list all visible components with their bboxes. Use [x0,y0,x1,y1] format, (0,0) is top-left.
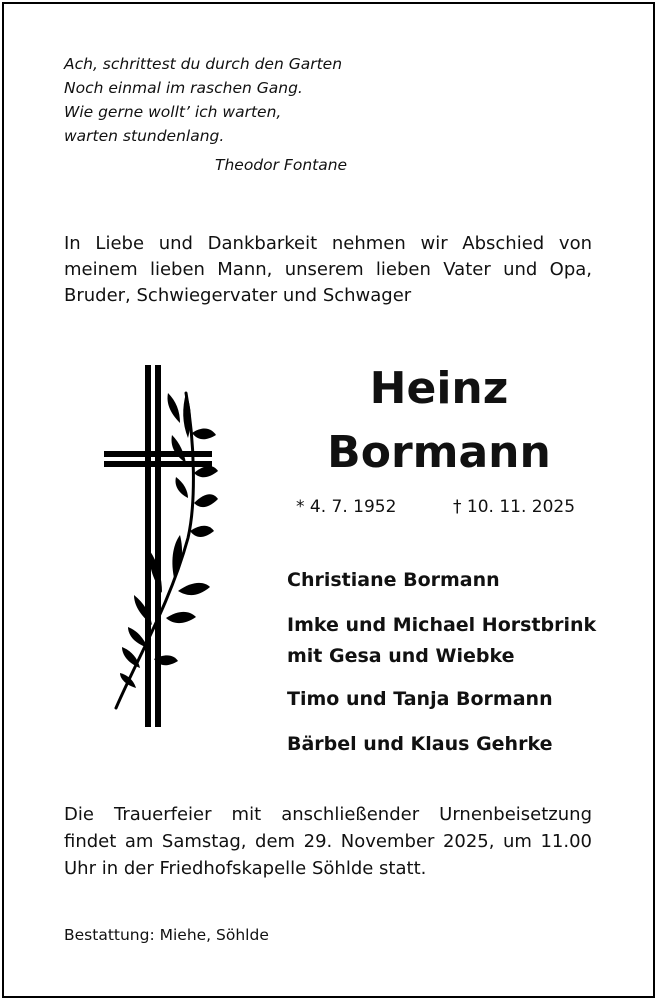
mourner-line: Christiane Bormann [287,569,500,591]
intro-text: In Liebe und Dankbarkeit nehmen wir Abschied von meinem lieben Mann, unserem lieben Vater und Opa, Bruder, Schwiegervater und Schwager [64,233,592,306]
mourner-line: Imke und Michael Horstbrink [287,614,597,636]
poem [64,52,342,148]
poem-line: warten stundenlang. [64,127,225,145]
mourner-line: Timo und Tanja Bormann [287,688,553,710]
funeral-home: Bestattung: Miehe, Söhlde [64,926,269,944]
death-date: † 10. 11. 2025 [453,497,576,517]
poem-line: Noch einmal im raschen Gang. [64,79,303,97]
deceased-last-name: Bormann [327,427,551,478]
ceremony-text: Die Trauerfeier mit anschließender Urnenbeisetzung findet am Samstag, dem 29. November 2025, um 11.00 Uhr in der Friedhofskapelle Söhlde statt. [64,804,592,879]
poem-author: Theodor Fontane [215,156,348,174]
poem-line: Wie gerne wollt’ ich warten, [64,103,282,121]
mourner-line: mit Gesa und Wiebke [287,645,515,667]
mourner-line: Bärbel und Klaus Gehrke [287,733,553,755]
deceased-first-name: Heinz [369,363,509,414]
poem-line: Ach, schrittest du durch den Garten [64,55,343,73]
birth-date: * 4. 7. 1952 [296,497,397,517]
cross-with-palm-branch-icon [100,363,220,733]
